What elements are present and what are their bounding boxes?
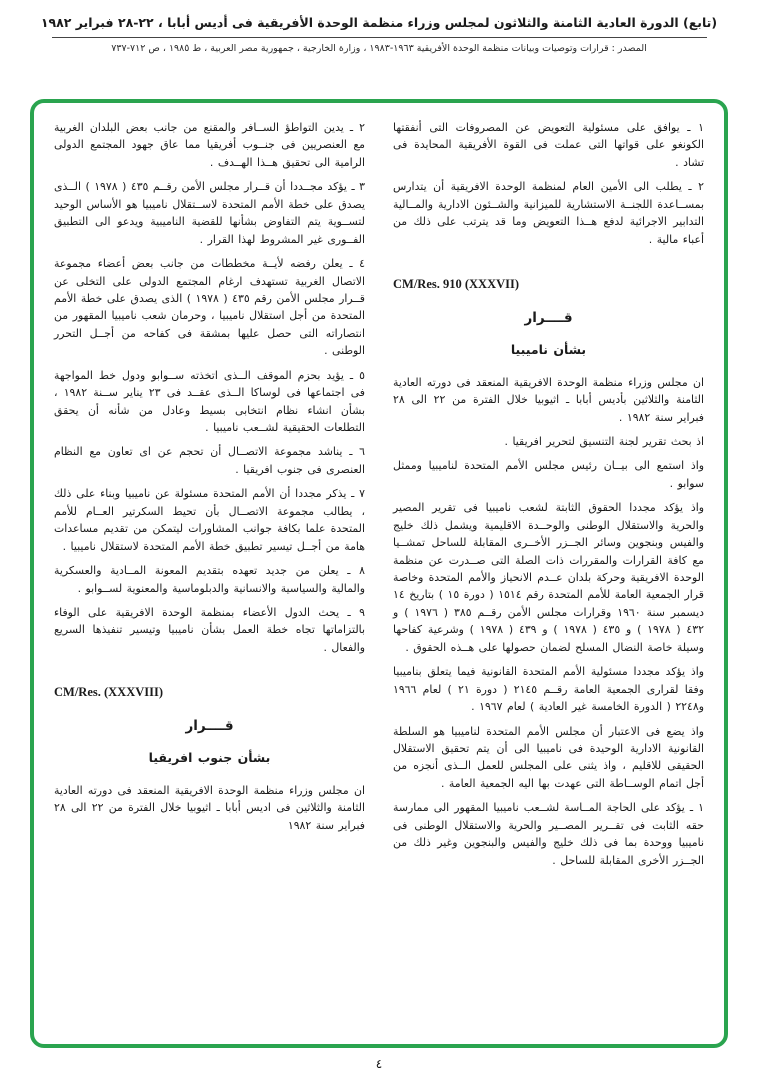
paragraph-op8: ٨ ـ يعلن من جديد تعهده بتقديم المعونة المــادية والعسكرية والمالية والسياسية والانسانية والدبلوماسية والمعنوية لســوابو .: [54, 564, 365, 595]
resolution-number: CM/Res. 910 (XXXVII): [393, 277, 520, 292]
resolution-number: CM/Res. (XXXVIII): [54, 685, 164, 700]
column-left: [54, 119, 365, 1034]
paragraph: واذ يؤكد مجددا الحقوق الثابتة لشعب ناميبيا فى تقرير المصير والحرية والاستقلال الوطنى والوحــدة الاقليمية ويشمل ذلك خليج والفيس وبنجوين وسائر الجــزر الأخــرى المقابلة للساحل تمشــيا مع كافة القرارات والمقررات ذات الصلة التى صــدرت عن منظمة الوحدة الافريقية وحركة بلدان عــدم الانحياز والأمم المتحدة وخاصة قرار الجمعية العامة للأمم المتحدة رقم ١٥١٤ ( دورة ١٥ ) بتاريخ ١٤ ديسمبر سنة ١٩٦٠ وقرارات مجلس الأمن رقــم ٣٨٥ ( ١٩٧٦ ) و ٤٣٢ ( ١٩٧٨ ) و ٤٣٥ ( ١٩٧٨ ) و ٤٣٩ ( ١٩٧٨ ) وشرعية كفاحها وسيلة خاصة النضال المسلح لضمان حصولها على هــذه الحقوق .: [393, 501, 704, 654]
page-header: [0, 0, 758, 54]
paragraph: واذ يؤكد مجددا مسئولية الأمم المتحدة القانونية فيما يتعلق بناميبيا وفقا لقرارى الجمعية العامة رقــم ٢١٤٥ ( دورة ٢١ ) لعام ١٩٦٦ و٢٢٤٨ ( الدورة الخامسة غير العادية ) لعام ١٩٦٧ .: [393, 665, 704, 714]
header-title: (تابع) الدورة العادية الثامنة والثلاثون لمجلس وزراء منظمة الوحدة الأفريقية فى أديس أبابا ، ٢٢-٢٨ فبراير ١٩٨٢: [40, 15, 718, 30]
resolution-title: قــــرار: [185, 718, 234, 735]
resolution-title: قــــرار: [524, 310, 573, 327]
paragraph-2: ٢ ـ يطلب الى الأمين العام لمنظمة الوحدة الافريقية أن يتدارس بمســاعدة اللجنــة الاستشارية للميزانية والشــئون الادارية والمــالية التدابير الاجرائية لدفع هــذا التعويض وما قد يترتب على ذلك من أعباء مالية .: [393, 180, 704, 246]
paragraph-preamble: ان مجلس وزراء منظمة الوحدة الافريقية المنعقد فى دورته العادية الثامنة والثلاثين فى اديس أبابا ـ اثيوبيا خلال الفترة من ٢٢ الى ٢٨ فبراير سنة ١٩٨٢: [54, 783, 365, 832]
page-number: ٤: [375, 1057, 383, 1071]
resolution-subject: بشأن جنوب افريقيا: [148, 749, 271, 765]
paragraph-op2: ٢ ـ يدين التواطؤ الســافر والمقنع من جانب بعض البلدان الغربية مع العنصريين فى جنــوب أفريقيا مما عاق جهود المجتمع الدولى الرامية الى تحقيق هــذا الهــدف .: [54, 121, 365, 169]
paragraph-1: ١ ـ يوافق على مسئولية التعويض عن المصروفات التى أنفقتها الكونغو على قواتها التى عملت فى القوة الأفريقية المحايدة فى تشاد .: [393, 121, 704, 169]
paragraph-op1: ١ ـ يؤكد على الحاجة المــاسة لشــعب ناميبيا المقهور الى ممارسة حقه الثابت فى تقــرير المصــير والحرية والاستقلال الوطنى فى ناميبيا ووحدة بما فى ذلك خليج والفيس والبنجوين وغير ذلك من الجــزر الأخرى المقابلة للساحل .: [393, 801, 704, 867]
column-right: [393, 119, 704, 1034]
text-columns: [54, 119, 704, 1034]
resolution-subject: بشأن ناميبيا: [510, 341, 587, 357]
header-source: المصدر : قرارات وتوصيات وبيانات منظمة الوحدة الأفريقية ١٩٦٣-١٩٨٣ ، وزارة الخارجية ، جمهورية مصر العربية ، ط ١٩٨٥ ، ص ٧١٢-٧٣٧: [111, 43, 647, 54]
paragraph-op3: ٣ ـ يؤكد مجــددا أن قــرار مجلس الأمن رقــم ٤٣٥ ( ١٩٧٨ ) الــذى يصدق على خطة الأمم المتحدة لاســتقلال ناميبيا هو الأساس الوحيد لتســوية يتم التفاوض بشأنها للقضية الناميبية ويدعو الى التطبيق الفــورى غير المشروط لهذا القرار .: [54, 180, 365, 246]
paragraph-op9: ٩ ـ يحث الدول الأعضاء بمنظمة الوحدة الافريقية على الوفاء بالتزاماتها تجاه خطة العمل بشأن ناميبيا وتيسير تنفيذها السريع والفعال .: [54, 605, 365, 654]
paragraph-preamble: ان مجلس وزراء منظمة الوحدة الافريقية المنعقد فى دورته العادية الثامنة والثلاثين بأديس أبابا ـ اثيوبيا خلال الفترة من ٢٢ الى ٢٨ فبراير سنة ١٩٨٢ .: [393, 375, 704, 424]
paragraph-op5: ٥ ـ يؤيد بحزم الموقف الــذى اتخذته ســوابو ودول خط المواجهة فى اجتماعها فى لوساكا الــذى عقــد فى ٢٣ يناير ســنة ١٩٨٢ ، بشأن انشاء نظام انتخابى بسيط وعادل من شأنه أن يحقق التطلعات الحقيقية لشــعب ناميبيا .: [54, 368, 365, 434]
header-divider: [52, 37, 707, 38]
paragraph: اذ بحث تقرير لجنة التنسيق لتحرير افريقيا .: [504, 434, 704, 448]
paragraph: واذ استمع الى بيــان رئيس مجلس الأمم المتحدة لناميبيا وممثل سوابو .: [393, 459, 704, 490]
paragraph-op7: ٧ ـ يذكر مجددا أن الأمم المتحدة مسئولة عن ناميبيا وبناء على ذلك ، يطالب مجموعة الاتصــال بأن تحيط السكرتير العــام للأمم المتحدة علما بكافة جوانب المشاورات ليتمكن من تقديم مساعدات هامة من أجــل تيسير تطبيق خطة الأمم المتحدة لاستقلال ناميبيا .: [54, 487, 365, 553]
paragraph-op6: ٦ ـ يناشد مجموعة الاتصــال أن تحجم عن اى تعاون مع النظام العنصرى فى جنوب افريقيا .: [54, 445, 365, 476]
paragraph: واذ يضع فى الاعتبار أن مجلس الأمم المتحدة لناميبيا هو السلطة القانونية الادارية الوحيدة فى ناميبيا الى أن يتم تحقيق الاستقلال الحقيقى للاقليم ، واذ يثنى على المجلس للعمل الــذى أنجزه من أجل اتمام الوســاطة التى عهدت بها اليه الجمعية العامة .: [393, 724, 704, 790]
paragraph-op4: ٤ ـ يعلن رفضه لأيــة مخططات من جانب بعض أعضاء مجموعة الاتصال الغربية تستهدف ارغام المجتمع الدولى على التخلى عن قــرار مجلس الأمن رقم ٤٣٥ ( ١٩٧٨ ) الذى يصدق على خطة الأمم المتحدة من أجل استقلال ناميبيا ، وحرمان شعب ناميبيا المقهور من انتصاراته التى حصل عليها بمشقة فى كفاحه من أجــل التحرر الوطنى .: [54, 257, 365, 358]
green-border-frame: [30, 99, 728, 1048]
